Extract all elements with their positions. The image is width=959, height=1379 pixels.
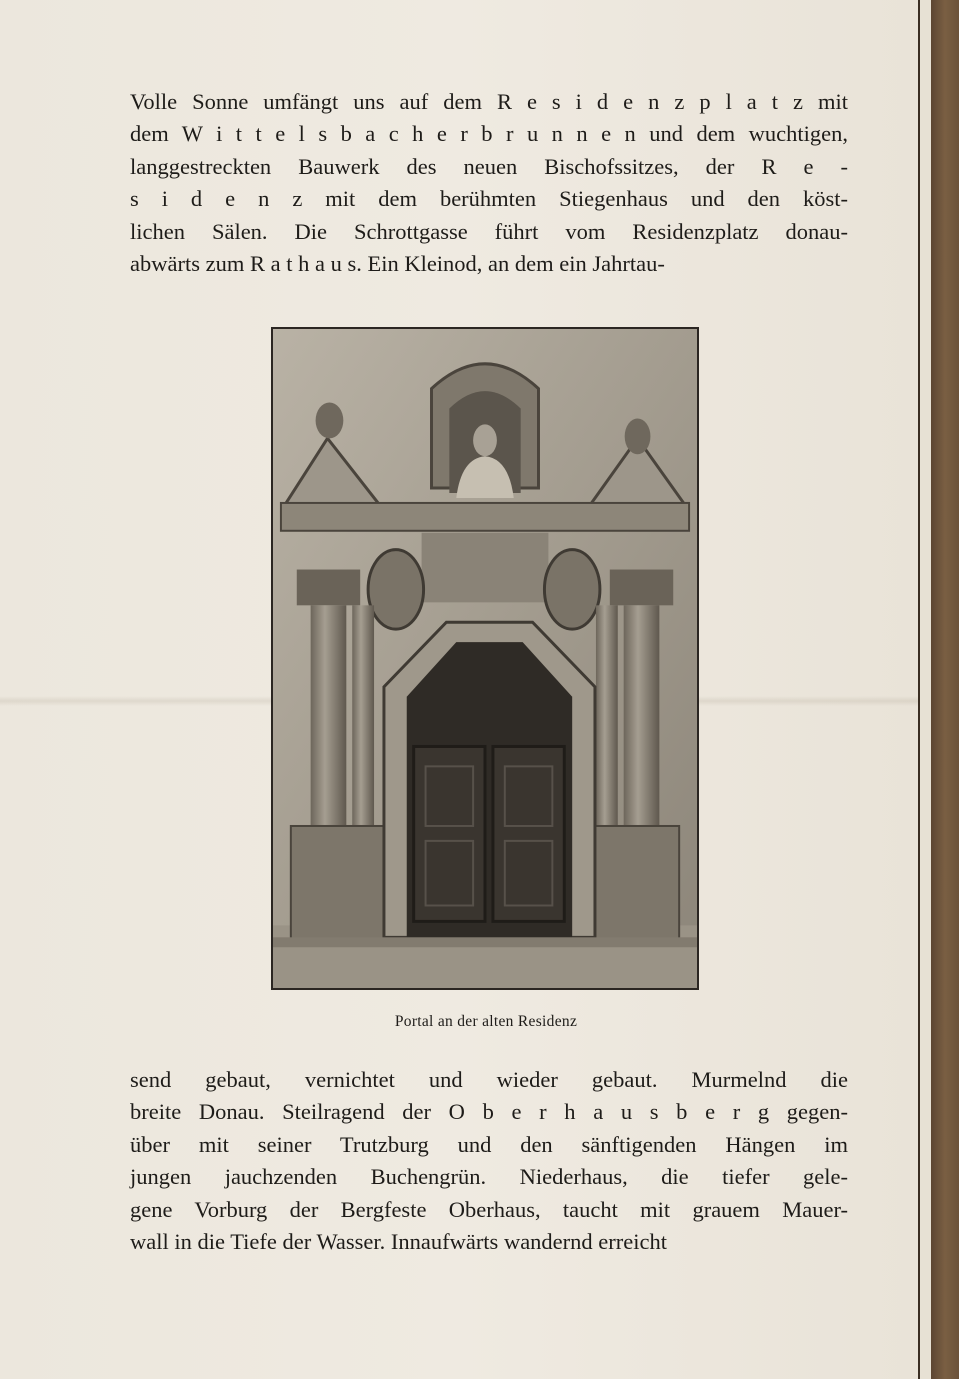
paragraph-top bbox=[130, 86, 848, 280]
text-line: lichen Sälen. Die Schrottgasse führt vom Residenzplatz donau- bbox=[130, 218, 848, 244]
figure-caption: Portal an der alten Residenz bbox=[394, 1013, 578, 1030]
right-margin-strip bbox=[920, 0, 931, 1379]
text-line: s i d e n z mit dem berühmten Stiegenhaus und den köst- bbox=[130, 186, 848, 212]
text-line: breite Donau. Steilragend der O b e r h a u s b e r g gegen- bbox=[130, 1099, 848, 1125]
text-line: gene Vorburg der Bergfeste Oberhaus, taucht mit grauem Mauer- bbox=[130, 1196, 848, 1222]
text-line: send gebaut, vernichtet und wieder gebaut. Murmelnd die bbox=[130, 1067, 848, 1092]
text-line: langgestreckten Bauwerk des neuen Bischofssitzes, der R e - bbox=[130, 153, 848, 179]
text-line: über mit seiner Trutzburg und den sänftigenden Hängen im bbox=[130, 1131, 848, 1157]
text-line: jungen jauchzenden Buchengrün. Niederhaus, die tiefer gele- bbox=[130, 1164, 848, 1190]
portal-photograph bbox=[271, 327, 699, 990]
paragraph-bottom bbox=[130, 1064, 848, 1258]
text-line: wall in die Tiefe der Wasser. Innaufwärts wandernd erreicht bbox=[130, 1229, 667, 1255]
text-line: Volle Sonne umfängt uns auf dem R e s i d e n z p l a t z mit bbox=[130, 89, 848, 114]
text-line: abwärts zum R a t h a u s. Ein Kleinod, an dem ein Jahrtau- bbox=[130, 251, 665, 277]
binding-edge bbox=[931, 0, 959, 1379]
text-line: dem W i t t e l s b a c h e r b r u n n e n und dem wuchtigen, bbox=[130, 121, 848, 147]
portal-illustration bbox=[273, 329, 697, 988]
